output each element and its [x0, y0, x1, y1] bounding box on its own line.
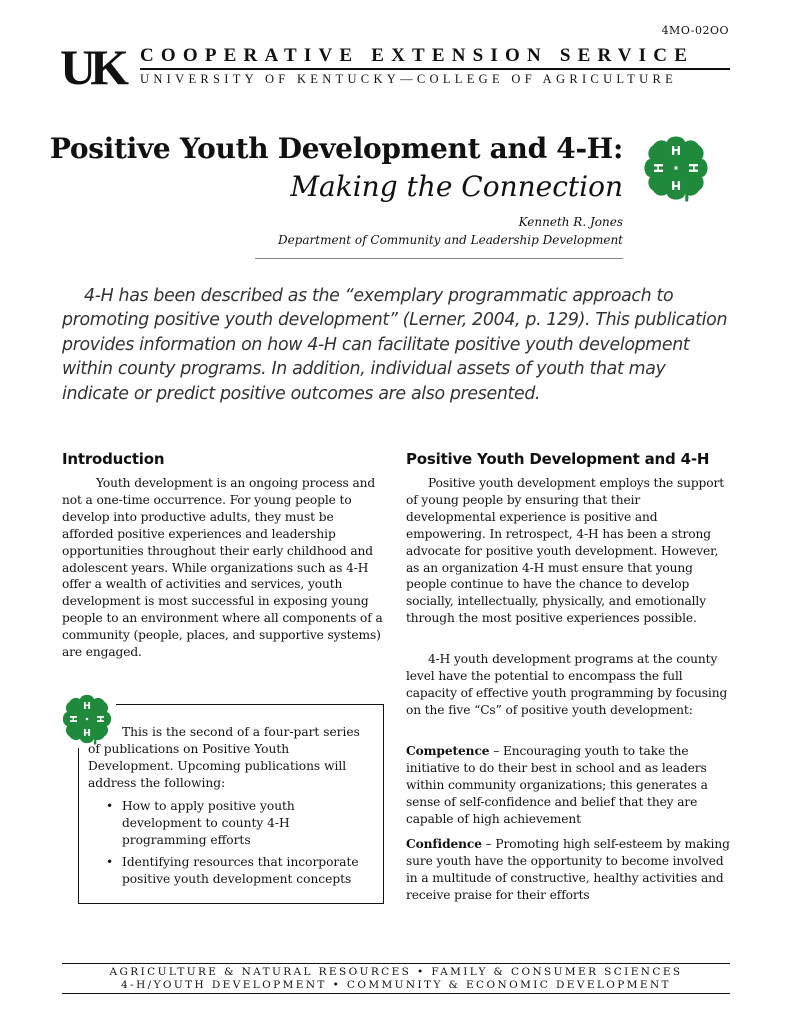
- author-department: Department of Community and Leadership Development: [277, 233, 623, 247]
- abstract: 4-H has been described as the “exemplary programmatic approach to promoting positive youth development” (Lerner, 2004, p. 129). This publication provides information on how 4-H can facilitate positive youth development within county programs. In addition, individual assets of youth that may indicate or predict positive outcomes are also presented.: [62, 286, 728, 404]
- confidence-text: – Promoting high self-esteem by making sure youth have the opportunity to become involved in a multitude of constructive, healthy activities and receive praise for their efforts: [406, 837, 730, 902]
- pyd-paragraph-1: Positive youth development employs the support of young people by ensuring that their developmental experience is positive and empowering. In retrospect, 4-H has been a strong advocate for positive youth development. However, as an organization 4-H must ensure that young people continue to have the chance to develop socially, intellectually, physically, and emotionally through the most positive experiences possible.: [406, 476, 725, 626]
- footer-line-1: AGRICULTURE & NATURAL RESOURCES • FAMILY & CONSUMER SCIENCES: [109, 966, 683, 978]
- clover-letter: H: [93, 715, 105, 723]
- title-rule: [255, 258, 623, 259]
- introduction-heading: Introduction: [62, 450, 165, 468]
- university-line: UNIVERSITY OF KENTUCKY—COLLEGE OF AGRICULTURE: [140, 72, 678, 86]
- bullet: •: [106, 799, 114, 813]
- clover-letter: H: [670, 144, 682, 159]
- service-name: COOPERATIVE EXTENSION SERVICE: [140, 45, 695, 66]
- pyd-heading: Positive Youth Development and 4-H: [406, 450, 710, 468]
- bullet: •: [106, 854, 114, 869]
- competence-text: – Encouraging youth to take the initiative to do their best in school and as leaders within community organizations; this generates a sense of self-confidence and belief that they are capable of high achievement: [406, 744, 708, 826]
- sidebar-list: [100, 798, 370, 893]
- competence-term: Competence: [406, 744, 490, 758]
- clover-letter: H: [83, 701, 91, 713]
- clover-letter: H: [69, 715, 81, 723]
- page-title: Positive Youth Development and 4-H:: [49, 132, 623, 165]
- pyd-paragraph-2: 4-H youth development programs at the county level have the potential to encompass the full capacity of effective youth programming by focusing on the five “Cs” of positive youth development:: [406, 652, 728, 717]
- author-name: Kenneth R. Jones: [518, 215, 623, 229]
- page-subtitle: Making the Connection: [290, 170, 623, 203]
- clover-letter: H: [83, 725, 91, 737]
- sidebar-intro: This is the second of a four-part series of publications on Positive Youth Development. Upcoming publications will address the following:: [88, 725, 360, 790]
- clover-letter: H: [670, 177, 682, 192]
- confidence-term: Confidence: [406, 837, 482, 851]
- uk-logo-text: UK: [60, 44, 123, 88]
- footer-line-2: 4-H/YOUTH DEVELOPMENT • COMMUNITY & ECONOMIC DEVELOPMENT: [121, 979, 671, 991]
- clover-letter: H: [652, 162, 667, 174]
- list-item: [100, 798, 370, 849]
- confidence-item: [406, 836, 730, 904]
- header-rule: [140, 68, 730, 70]
- footer-rule-bottom: [62, 993, 730, 994]
- footer-rule-top: [62, 963, 730, 964]
- list-item: [100, 854, 370, 888]
- competence-item: [406, 743, 730, 828]
- introduction-paragraph: Youth development is an ongoing process and not a one-time occurrence. For young people to develop into productive adults, they must be afforded positive experiences and leadership opportunities throughout their early childhood and adolescent years. While organizations such as 4-H offer a wealth of activities and services, youth development is most successful in exposing young people to an environment where all components of a community (people, places, and supportive systems) are engaged.: [62, 476, 383, 660]
- publication-number: 4MO-02OO: [661, 24, 729, 37]
- clover-letter: H: [685, 162, 700, 174]
- uk-logo-icon: [60, 44, 134, 88]
- list-item-text: How to apply positive youth development to county 4-H programming efforts: [122, 799, 295, 847]
- list-item-text: Identifying resources that incorporate positive youth development concepts: [122, 854, 359, 886]
- four-h-clover-icon: [638, 130, 714, 206]
